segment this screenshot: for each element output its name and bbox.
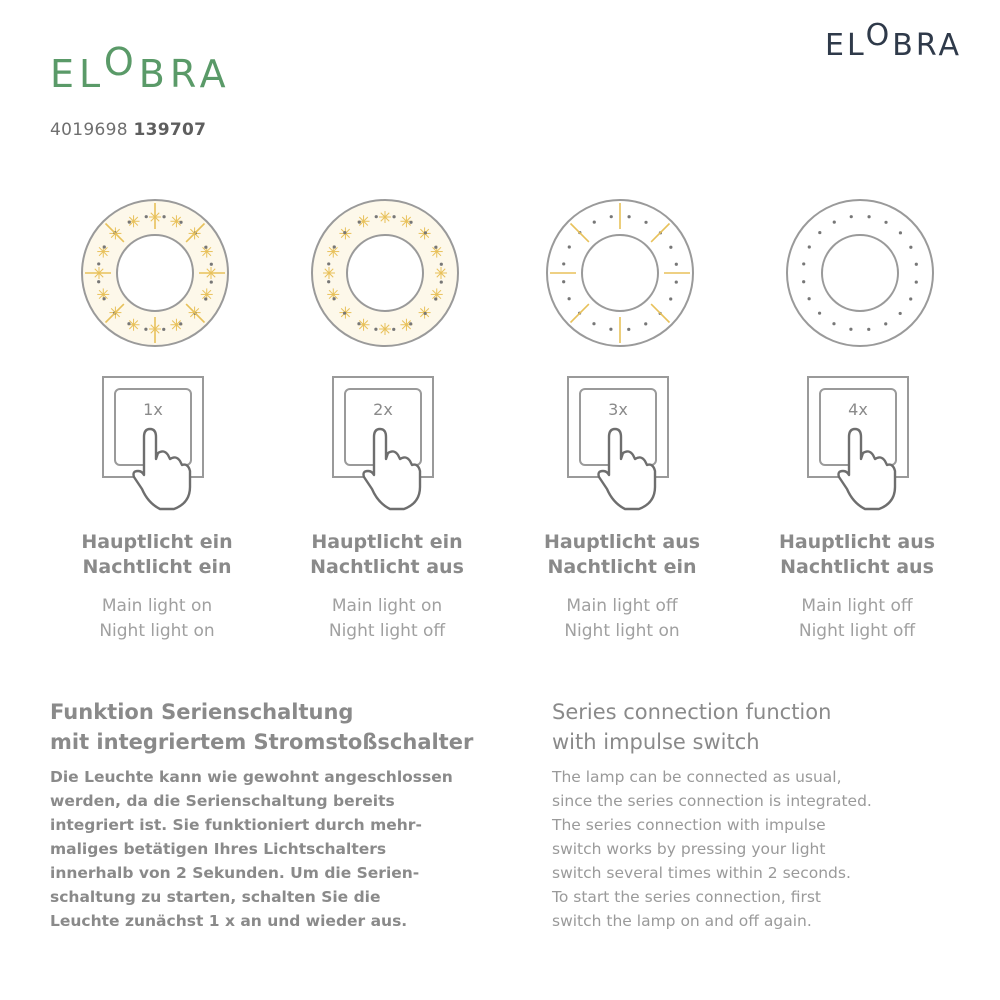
- logo-part: EL: [825, 28, 866, 63]
- press-count-label: 3x: [608, 400, 628, 419]
- mode-caption-de: [272, 530, 502, 580]
- body-line: Die Leuchte kann wie gewohnt angeschlossen: [50, 768, 453, 786]
- mode-caption-en: [42, 594, 272, 644]
- logo-part: BRA: [892, 28, 962, 63]
- section-body-en: [552, 765, 972, 933]
- elobra-logo-navy: [825, 18, 962, 63]
- title-line: mit integriertem Stromstoßschalter: [50, 730, 474, 754]
- mode-caption: [272, 530, 502, 644]
- lamp-ring-main-and-night-on-icon: [80, 198, 230, 348]
- mode-caption-de: [42, 530, 272, 580]
- light-switch-press-icon: [803, 375, 943, 515]
- title-line: Funktion Serienschaltung: [50, 700, 354, 724]
- de-line: Nachtlicht ein: [547, 556, 697, 578]
- de-line: Hauptlicht aus: [543, 531, 701, 553]
- light-switch-press-icon: [563, 375, 703, 515]
- body-line: werden, da die Serienschaltung bereits: [50, 792, 395, 810]
- mode-caption-de: [742, 530, 972, 580]
- lamp-ring-main-on-icon: [310, 198, 460, 348]
- body-line: Leuchte zunächst 1 x an und wieder aus.: [50, 912, 408, 930]
- body-line: maliges betätigen Ihres Lichtschalters: [50, 840, 387, 858]
- mode-caption-en: [272, 594, 502, 644]
- mode-caption: [507, 530, 737, 644]
- body-line: innerhalb von 2 Sekunden. Um die Serien-: [50, 864, 420, 882]
- body-line: switch the lamp on and off again.: [552, 912, 812, 930]
- title-line: with impulse switch: [552, 730, 760, 754]
- mode-caption-en: [742, 594, 972, 644]
- title-line: Series connection function: [552, 700, 832, 724]
- en-line: Main light on: [101, 596, 213, 616]
- section-body-de: [50, 765, 520, 933]
- body-line: switch several times within 2 seconds.: [552, 864, 851, 882]
- en-line: Main light off: [566, 596, 678, 616]
- lamp-ring-off-icon: [785, 198, 935, 348]
- body-line: The series connection with impulse: [552, 816, 826, 834]
- section-title-de: [50, 697, 520, 757]
- en-line: Main light on: [331, 596, 443, 616]
- body-line: switch works by pressing your light: [552, 840, 826, 858]
- de-line: Nachtlicht aus: [780, 556, 934, 578]
- logo-part: O: [103, 39, 139, 84]
- en-line: Main light off: [801, 596, 913, 616]
- body-line: To start the series connection, first: [552, 888, 822, 906]
- logo-part: BRA: [138, 52, 231, 96]
- light-switch-press-icon: [98, 375, 238, 515]
- logo-part: O: [865, 18, 893, 54]
- en-line: Night light off: [328, 621, 446, 641]
- mode-caption: [42, 530, 272, 644]
- section-title-en: [552, 697, 972, 757]
- logo-part: EL: [50, 52, 104, 96]
- de-line: Nachtlicht aus: [310, 556, 464, 578]
- de-line: Hauptlicht ein: [81, 531, 233, 553]
- mode-caption: [742, 530, 972, 644]
- article-prefix: 4019698: [50, 120, 128, 140]
- de-line: Nachtlicht ein: [82, 556, 232, 578]
- article-number: [50, 120, 206, 140]
- body-line: integriert ist. Sie funktioniert durch mehr-: [50, 816, 422, 834]
- press-count-label: 4x: [848, 400, 868, 419]
- press-count-label: 1x: [143, 400, 163, 419]
- body-line: since the series connection is integrated.: [552, 792, 872, 810]
- en-line: Night light on: [99, 621, 215, 641]
- press-count-label: 2x: [373, 400, 393, 419]
- lamp-ring-night-on-icon: [545, 198, 695, 348]
- de-line: Hauptlicht ein: [311, 531, 463, 553]
- article-id: 139707: [133, 120, 207, 140]
- en-line: Night light off: [798, 621, 916, 641]
- en-line: Night light on: [564, 621, 680, 641]
- mode-caption-de: [507, 530, 737, 580]
- body-line: schaltung zu starten, schalten Sie die: [50, 888, 381, 906]
- body-line: The lamp can be connected as usual,: [552, 768, 842, 786]
- light-switch-press-icon: [328, 375, 468, 515]
- elobra-logo-green: [50, 39, 231, 96]
- mode-caption-en: [507, 594, 737, 644]
- de-line: Hauptlicht aus: [778, 531, 936, 553]
